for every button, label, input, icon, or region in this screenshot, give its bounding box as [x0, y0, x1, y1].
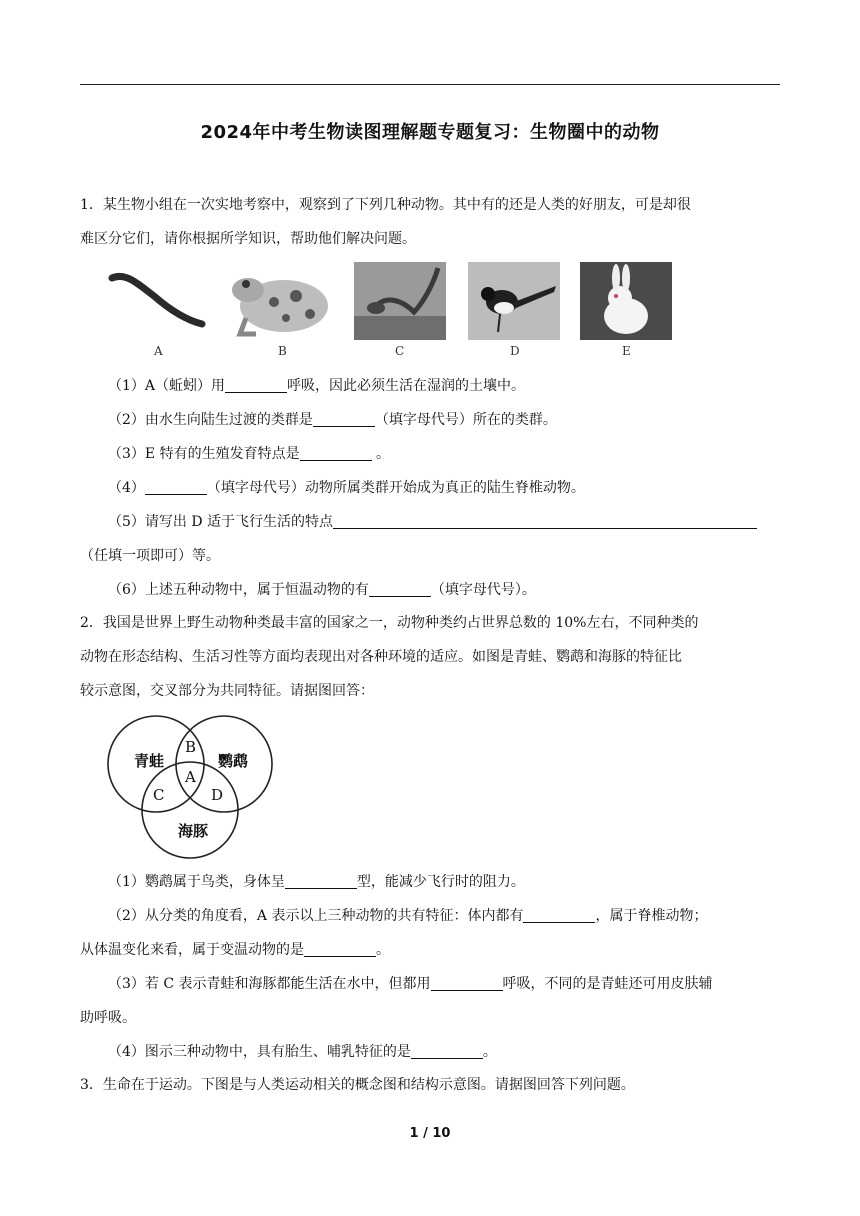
q2-sub2 [108, 906, 780, 926]
magpie-image [468, 262, 560, 340]
venn-label-a: A [185, 768, 196, 786]
venn-label-c: C [153, 786, 165, 804]
answer-blank[interactable] [304, 942, 376, 957]
venn-label-d: D [211, 786, 224, 804]
q1-sub4 [108, 478, 780, 498]
q1-sub3-text: （3）E 特有的生殖发育特点是 [108, 446, 300, 462]
answer-blank[interactable] [285, 874, 357, 889]
figure-label-a: A [154, 344, 163, 358]
q2-sub2-text: （2）从分类的角度看，A 表示以上三种动物的共有特征：体内都有 [108, 908, 524, 924]
venn-label-frog: 青蛙 [134, 752, 165, 770]
figure-label-e: E [622, 344, 631, 358]
answer-blank[interactable] [145, 480, 207, 495]
frog-image [226, 262, 336, 342]
venn-label-parrot: 鹦鹉 [218, 752, 249, 770]
answer-blank[interactable] [333, 514, 757, 529]
q2-stem-line1: 2．我国是世界上野生动物种类最丰富的国家之一，动物种类约占世界总数的 10%左右，不同种类的 [80, 615, 699, 631]
lizard-image [354, 262, 446, 340]
q3-stem-line1: 3．生命在于运动。下图是与人类运动相关的概念图和结构示意图。请据图回答下列问题。 [80, 1077, 635, 1093]
q1-sub3 [108, 444, 780, 464]
q2-sub2-line2-end: 。 [376, 942, 390, 958]
page-title: 2024年中考生物读图理解题专题复习：生物圈中的动物 [200, 122, 660, 143]
q1-sub2 [108, 410, 780, 430]
q2-sub3-text: （3）若 C 表示青蛙和海豚都能生活在水中，但都用 [108, 976, 431, 992]
q2-sub3 [108, 974, 780, 994]
rabbit-image [580, 262, 672, 340]
venn-label-b: B [185, 738, 197, 756]
answer-blank[interactable] [523, 908, 595, 923]
q2-sub3-line2: 助呼吸。 [80, 1010, 136, 1026]
q1-stem-line1: 1．某生物小组在一次实地考察中，观察到了下列几种动物。其中有的还是人类的好朋友，可是却很 [80, 197, 691, 213]
q2-sub2-text-end: ，属于脊椎动物； [595, 908, 708, 924]
q2-sub4 [108, 1042, 780, 1062]
q2-sub1 [108, 872, 780, 892]
figure-label-c: C [395, 344, 405, 358]
q1-sub1 [108, 376, 780, 396]
figure-label-d: D [510, 344, 520, 358]
q1-sub2-text: （2）由水生向陆生过渡的类群是 [108, 412, 313, 428]
animal-figure-row [108, 262, 688, 362]
venn-diagram [100, 706, 280, 864]
earthworm-image [108, 262, 208, 342]
q2-sub2-line2 [80, 940, 780, 960]
q2-sub1-text-end: 型，能减少飞行时的阻力。 [356, 874, 525, 890]
answer-blank[interactable] [431, 976, 503, 991]
q1-sub4-text-end: （填字母代号）动物所属类群开始成为真正的陆生脊椎动物。 [206, 480, 585, 496]
q2-stem-line2: 动物在形态结构、生活习性等方面均表现出对各种环境的适应。如图是青蛙、鹦鹉和海豚的特征比 [80, 649, 682, 665]
q2-sub2-line2-text: 从体温变化来看，属于变温动物的是 [80, 942, 304, 958]
venn-label-dolphin: 海豚 [178, 822, 209, 840]
q2-stem-line3: 较示意图，交叉部分为共同特征。请据图回答： [80, 683, 374, 699]
answer-blank[interactable] [313, 412, 375, 427]
q1-sub5 [108, 512, 780, 532]
answer-blank[interactable] [225, 378, 287, 393]
q1-stem-line2: 难区分它们，请你根据所学知识，帮助他们解决问题。 [80, 231, 416, 247]
q1-sub5-line2: （任填一项即可）等。 [80, 548, 220, 564]
q1-sub5-text: （5）请写出 D 适于飞行生活的特点 [108, 514, 334, 530]
q2-sub4-text-end: 。 [482, 1044, 497, 1060]
q1-sub6-text-end: （填字母代号）。 [430, 582, 536, 598]
page-number: 1 / 10 [409, 1126, 451, 1141]
q1-sub6 [108, 580, 780, 600]
top-rule [80, 84, 780, 85]
q1-sub1-text: （1）A（蚯蚓）用 [108, 378, 226, 394]
q2-sub4-text: （4）图示三种动物中，具有胎生、哺乳特征的是 [108, 1044, 411, 1060]
figure-label-b: B [278, 344, 287, 358]
answer-blank[interactable] [369, 582, 431, 597]
answer-blank[interactable] [300, 446, 372, 461]
q1-sub2-text-end: （填字母代号）所在的类群。 [374, 412, 557, 428]
answer-blank[interactable] [411, 1044, 483, 1059]
q2-sub1-text: （1）鹦鹉属于鸟类，身体呈 [108, 874, 285, 890]
q1-sub6-text: （6）上述五种动物中，属于恒温动物的有 [108, 582, 369, 598]
q1-sub4-text: （4） [108, 480, 145, 496]
q2-sub3-text-end: 呼吸，不同的是青蛙还可用皮肤辅 [502, 976, 713, 992]
q1-sub1-text-end: 呼吸，因此必须生活在湿润的土壤中。 [287, 378, 526, 394]
q1-sub3-text-end: 。 [371, 446, 391, 462]
